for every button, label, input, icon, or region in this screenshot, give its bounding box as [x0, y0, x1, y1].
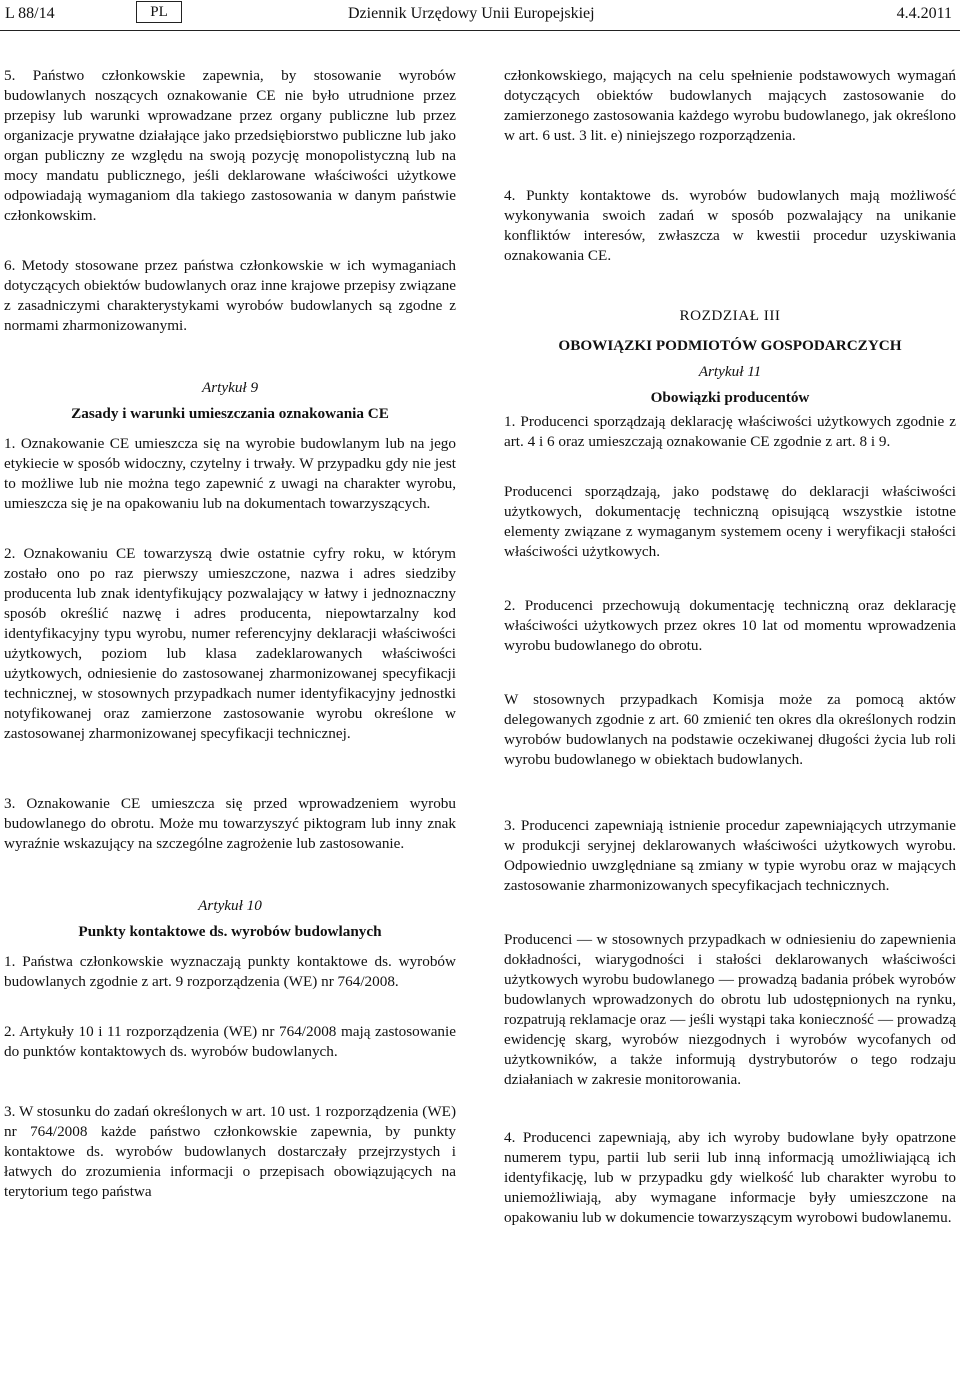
- left-column: [4, 66, 456, 1202]
- article-11-paragraph-3: 3. Producenci zapewniają istnienie procedur zapewniających utrzymanie w produkcji seryjnej deklarowanych właściwości użytkowych wyrobu. Odpowiednio uwzględniane są zmiany w typie wyrobu oraz w mających zastosowanie zharmonizowanych specyfikacjach technicznych.: [504, 817, 956, 894]
- article-11-paragraph-3b: Producenci — w stosownych przypadkach w odniesieniu do zapewnienia dokładności, wiarygodności i stałości deklarowanych właściwości użytkowych wyrobu budowlanego — prowadzą badania próbek wyrobów budowlanych wprowadzonych do obrotu lub udostępnionych na rynku, rozpatrują reklamacje oraz — jeśli wystąpi taka konieczność — prowadzą ewidencję skarg, wyrobów niezgodnych i wyrobów wycofanych od użytkowników, a także informują dystrybutorów o tego rodzaju działaniach w zakresie monitorowania.: [504, 931, 956, 1088]
- article-9-title: Artykuł 9: [201, 379, 259, 396]
- article-9-paragraph-1: 1. Oznakowanie CE umieszcza się na wyrobie budowlanym lub na jego etykiecie w sposób widoczny, czytelny i trwały. W przypadku gdy nie jest to możliwe lub nie można tego zapewnić z uwagi na charakter wyrobu, umieszcza się je na opakowaniu lub na dokumentach towarzyszących.: [4, 435, 456, 512]
- article-11-paragraph-4: 4. Producenci zapewniają, aby ich wyroby budowlane były opatrzone numerem typu, partii lub serii lub inną informacją umożliwiającą ich identyfikację, lub w przypadku gdy wielkość lub charakter wyrobu to uniemożliwiają, aby wymagane informacje były umieszczone na opakowaniu lub w dokumencie towarzyszącym wyrobowi budowlanemu.: [504, 1129, 956, 1226]
- article-10-paragraph-2: 2. Artykuły 10 i 11 rozporządzenia (WE) nr 764/2008 mają zastosowanie do punktów kontaktowych ds. wyrobów budowlanych.: [4, 1023, 456, 1060]
- chapter-number: ROZDZIAŁ III: [679, 307, 781, 324]
- article-11-paragraph-2b: W stosownych przypadkach Komisja może za pomocą aktów delegowanych zgodnie z art. 60 zmienić ten okres dla określonych rodzin wyrobów budowlanych na podstawie oczekiwanej długości życia lub roli wyrobu budowlanego w obiektach budowlanych.: [504, 691, 956, 768]
- page-reference: L 88/14: [5, 5, 55, 22]
- page-header: [0, 0, 960, 31]
- article-10-paragraph-1: 1. Państwa członkowskie wyznaczają punkty kontaktowe ds. wyrobów budowlanych zgodnie z art. 9 rozporządzenia (WE) nr 764/2008.: [4, 953, 456, 990]
- article-11-paragraph-1b: Producenci sporządzają, jako podstawę do deklaracji właściwości użytkowych, dokumentację techniczną opisującą wszystkie istotne elementy związane z wymaganym systemem oceny i weryfikacji stałości właściwości użytkowych.: [504, 483, 956, 560]
- article-11-title: Artykuł 11: [698, 363, 762, 380]
- article-9-paragraph-3: 3. Oznakowanie CE umieszcza się przed wprowadzeniem wyrobu budowlanego do obrotu. Może mu towarzyszyć piktogram lub inny znak wyraźnie wskazujący na szczególne zagrożenie lub zastosowanie.: [4, 795, 456, 852]
- language-badge: PL: [136, 1, 182, 23]
- article-10-paragraph-3: 3. W stosunku do zadań określonych w art. 10 ust. 1 rozporządzenia (WE) nr 764/2008 każde państwo członkowskie zapewnia, by punkty kontaktowe ds. wyrobów budowlanych dostarczały przejrzystych i łatwych do zrozumienia informacji o przepisach obowiązujących na terytorium tego państwa: [4, 1103, 456, 1200]
- journal-title: Dziennik Urzędowy Unii Europejskiej: [348, 5, 595, 22]
- article-9-paragraph-2: 2. Oznakowaniu CE towarzyszą dwie ostatnie cyfry roku, w którym zostało ono po raz pierwszy umieszczone, nazwa i adres siedziby producenta lub znak identyfikujący pozwalający w łatwy i jednoznaczny sposób określić nazwę i adres producenta, niepowtarzalny kod identyfikacyjny typu wyrobu, numer referencyjny deklaracji właściwości użytkowych, poziom lub klasa zadeklarowanych właściwości użytkowych, odniesienie do zastosowanej zharmonizowanej specyfikacji technicznej, w stosownych przypadkach numer identyfikacyjny jednostki notyfikowanej oraz zamierzone zastosowanie wyrobu określone w zastosowanej zharmonizowanej specyfikacji technicznej.: [4, 545, 456, 742]
- chapter-title: OBOWIĄZKI PODMIOTÓW GOSPODARCZYCH: [558, 337, 902, 354]
- article-11-paragraph-1: 1. Producenci sporządzają deklarację właściwości użytkowych zgodnie z art. 4 i 6 oraz umieszczają oznakowanie CE zgodnie z art. 8 i 9.: [504, 413, 956, 450]
- paragraph-6: 6. Metody stosowane przez państwa członkowskie w ich wymaganiach dotyczących obiektów budowlanych oraz inne krajowe przepisy związane z zasadniczymi charakterystykami wyrobów budowlanych są zgodne z normami zharmonizowanymi.: [4, 257, 456, 334]
- publication-date: 4.4.2011: [896, 5, 952, 22]
- paragraph-continued: członkowskiego, mających na celu spełnienie podstawowych wymagań dotyczących obiektów budowlanych mających zastosowanie do zamierzonego zastosowania każdego wyrobu budowlanego, jak określono w art. 6 ust. 3 lit. e) niniejszego rozporządzenia.: [504, 67, 956, 144]
- article-11-subtitle: Obowiązki producentów: [650, 389, 810, 406]
- article-10-title: Artykuł 10: [198, 897, 262, 914]
- article-9-subtitle: Zasady i warunki umieszczania oznakowania CE: [71, 405, 389, 422]
- paragraph-5: 5. Państwo członkowskie zapewnia, by stosowanie wyrobów budowlanych noszących oznakowanie CE nie było utrudnione przez przepisy lub warunki wprowadzane przez organy publiczne lub przez organizacje prywatne działające jako przedsiębiorstwo publiczne lub jako organ publiczny ze względu na swoją pozycję monopolistyczną lub na mocy mandatu publicznego, jeśli deklarowane właściwości użytkowe odpowiadają wymaganiom dla takiego zastosowania w danym państwie członkowskim.: [4, 67, 456, 224]
- article-10-subtitle: Punkty kontaktowe ds. wyrobów budowlanych: [78, 923, 382, 940]
- paragraph-4: 4. Punkty kontaktowe ds. wyrobów budowlanych mają możliwość wykonywania swoich zadań w sposób pozwalający na unikanie konfliktów interesów, zwłaszcza w kwestii procedur uzyskiwania oznakowania CE.: [504, 187, 956, 264]
- right-column: [504, 66, 956, 1228]
- article-11-paragraph-2: 2. Producenci przechowują dokumentację techniczną oraz deklarację właściwości użytkowych przez okres 10 lat od momentu wprowadzenia wyrobu budowlanego do obrotu.: [504, 597, 956, 654]
